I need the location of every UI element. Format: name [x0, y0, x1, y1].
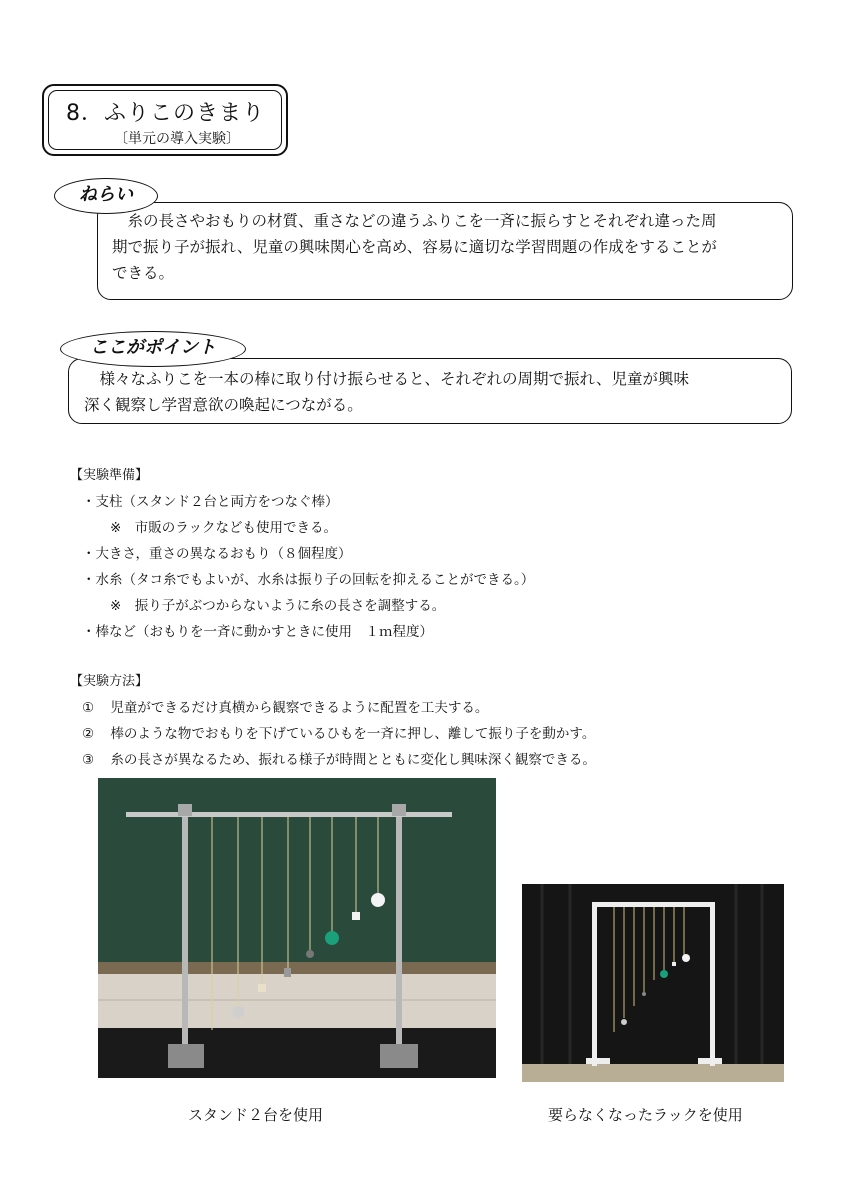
aim-line: 期で振り子が振れ、児童の興味関心を高め、容易に適切な学習問題の作成をすることが — [112, 238, 717, 256]
point-tag-label: ここがポイント — [90, 337, 216, 358]
method-step — [82, 748, 596, 768]
photo-rack-pendulums — [522, 884, 784, 1082]
stand-pendulum-illustration — [98, 778, 496, 1078]
photo-caption-left: スタンド２台を使用 — [188, 1106, 324, 1124]
page-title: 8．ふりこのきまり — [66, 101, 265, 126]
step-text: 糸の長さが異なるため、振れる様子が時間とともに変化し興味深く観察できる。 — [110, 752, 596, 768]
method-heading: 【実験方法】 — [70, 674, 149, 689]
preparation-note: ※ 市販のラックなども使用できる。 — [110, 520, 338, 536]
point-line: 深く観察し学習意欲の喚起につながる。 — [84, 396, 363, 414]
step-number: ③ — [82, 752, 95, 768]
method-step — [82, 722, 595, 742]
method-step — [82, 696, 488, 716]
aim-line: 糸の長さやおもりの材質、重さなどの違うふりこを一斉に振らすとそれぞれ違った周 — [127, 212, 717, 230]
point-text — [84, 366, 689, 418]
preparation-note: ※ 振り子がぶつからないように糸の長さを調整する。 — [110, 598, 446, 614]
photo-stand-pendulums — [98, 778, 496, 1078]
aim-text — [112, 208, 717, 286]
aim-tag — [54, 178, 158, 214]
rack-pendulum-illustration — [522, 884, 784, 1082]
step-text: 棒のような物でおもりを下げているひもを一斉に押し、離して振り子を動かす。 — [110, 726, 596, 742]
preparation-item: ・棒など（おもりを一斉に動かすときに使用 １ｍ程度） — [82, 624, 433, 640]
point-line: 様々なふりこを一本の棒に取り付け振らせると、それぞれの周期で振れ、児童が興味 — [99, 370, 689, 388]
preparation-item: ・水糸（タコ糸でもよいが、水糸は振り子の回転を抑えることができる。） — [82, 572, 535, 588]
preparation-item: ・大きさ，重さの異なるおもり（８個程度） — [82, 546, 352, 562]
aim-line: できる。 — [112, 264, 175, 282]
step-text: 児童ができるだけ真横から観察できるように配置を工夫する。 — [110, 700, 489, 716]
point-tag — [60, 331, 246, 367]
step-number: ② — [82, 726, 95, 742]
page-subtitle: 〔単元の導入実験〕 — [114, 131, 240, 147]
preparation-heading: 【実験準備】 — [70, 468, 149, 483]
title-box — [42, 84, 288, 156]
preparation-item: ・支柱（スタンド２台と両方をつなぐ棒） — [82, 494, 339, 510]
photo-caption-right: 要らなくなったラックを使用 — [548, 1106, 743, 1124]
aim-tag-label: ねらい — [79, 184, 133, 205]
step-number: ① — [82, 700, 95, 716]
